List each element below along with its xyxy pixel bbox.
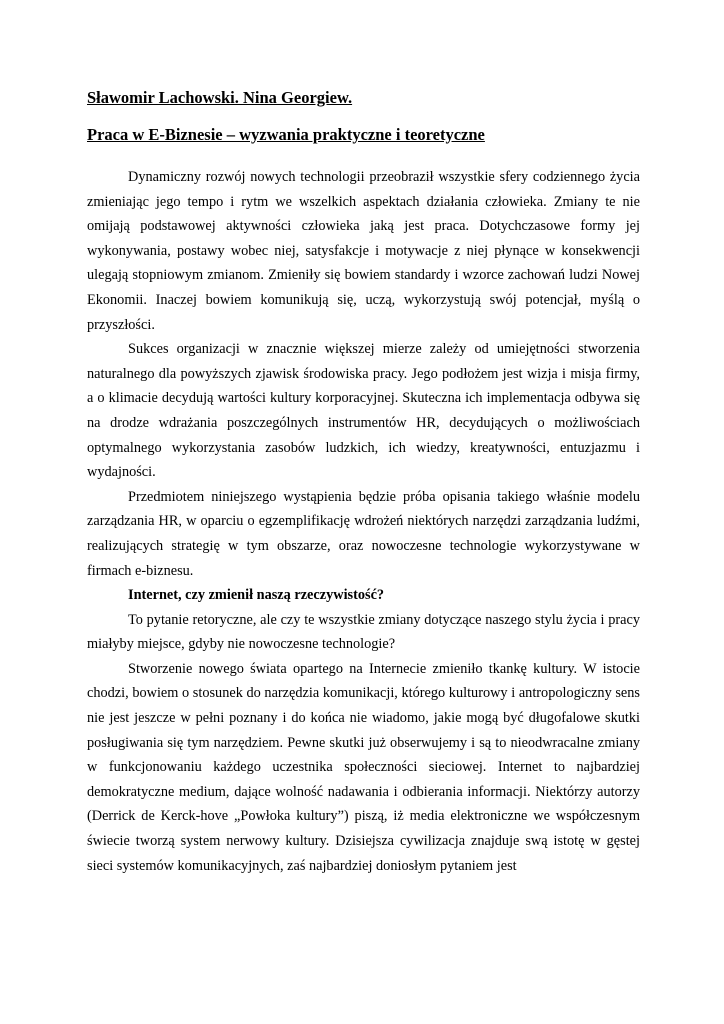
paragraph-internet: Stworzenie nowego świata opartego na Internecie zmieniło tkankę kultury. W istocie chodzi, bowiem o stosunek do narzędzia komunikacji, którego kulturowy i antropologiczny sens nie jest jeszcze w pełni poznany i do końca nie wiadomo, jakie mogą być długofalowe skutki posługiwania się tym narzędziem. Pewne skutki już obserwujemy i są to nieodwracalne zmiany w funkcjonowaniu każdego uczestnika społeczności sieciowej. Internet to najbardziej demokratyczne medium, dające wolność nadawania i odbierania informacji. Niektórzy autorzy (Derrick de Kerck-hove „Powłoka kultury”) piszą, iż media elektroniczne we współczesnym świecie tworzą system nerwowy kultury. Dzisiejsza cywilizacja znajduje swą istotę w gęstej sieci systemów komunikacyjnych, zaś najbardziej doniosłym pytaniem jest xyxy=(87,660,640,874)
section-heading: Internet, czy zmienił naszą rzeczywistość? xyxy=(128,587,385,604)
document-authors: Sławomir Lachowski. Nina Georgiew. xyxy=(87,88,353,107)
paragraph-intro: Dynamiczny rozwój nowych technologii przeobraził wszystkie sfery codziennego życia zmieniając jego tempo i rytm we wszelkich aspektach działania człowieka. Zmiany te nie omijają podstawowej aktywności człowieka jaką jest praca. Dotychczasowe formy jej wykonywania, postawy wobec niej, satysfakcje i motywacje z niej płynące w konsekwencji ulegają stopniowym zmianom. Zmieniły się bowiem standardy i wzorce zachowań ludzi Nowej Ekonomii. Inaczej bowiem komunikują się, uczą, wykorzystują swój potencjał, myślą o przyszłości. xyxy=(87,169,640,333)
paragraph-success: Sukces organizacji w znacznie większej mierze zależy od umiejętności stworzenia naturalnego dla powyższych zjawisk środowiska pracy. Jego podłożem jest wizja i misja firmy, a o klimacie decydują wartości kultury korporacyjnej. Skuteczna ich implementacja odbywa się na drodze wdrażania poszczególnych instrumentów HR, decydujących o możliwościach optymalnego wykorzystania zasobów ludzkich, ich wiedzy, kreatywności, entuzjazmu i wydajności. xyxy=(87,341,640,481)
document-title: Praca w E-Biznesie – wyzwania praktyczne i teoretyczne xyxy=(87,125,485,144)
document-body xyxy=(87,165,640,878)
paragraph-question: To pytanie retoryczne, ale czy te wszystkie zmiany dotyczące naszego stylu życia i pracy miałyby miejsce, gdyby nie nowoczesne technologie? xyxy=(87,611,640,653)
paragraph-subject: Przedmiotem niniejszego wystąpienia będzie próba opisania takiego właśnie modelu zarządzania HR, w oparciu o egzemplifikację wdrożeń niektórych narzędzi zarządzania ludźmi, realizujących strategię w tym obszarze, oraz nowoczesne technologie wykorzystywane w firmach e-biznesu. xyxy=(87,488,640,579)
document-page xyxy=(87,86,640,878)
